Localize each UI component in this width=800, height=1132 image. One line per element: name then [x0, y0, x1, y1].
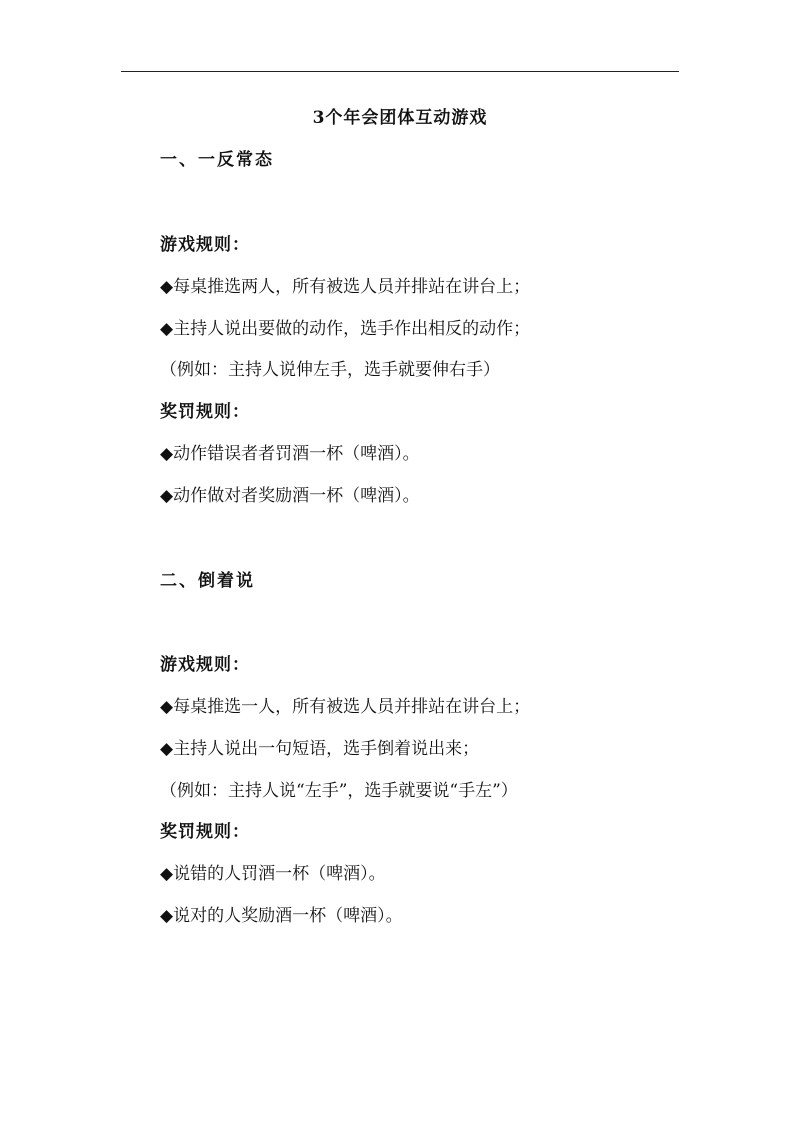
example-text: （例如：主持人说“左手”，选手就要说“手左”）: [160, 781, 518, 801]
rule-item: ◆每桌推选一人，所有被选人员并排站在讲台上；: [160, 697, 531, 717]
rule-item: ◆主持人说出要做的动作，选手作出相反的动作；: [160, 319, 531, 339]
rules-label: 游戏规则：: [160, 235, 250, 255]
example-text: （例如：主持人说伸左手，选手就要伸右手）: [160, 360, 500, 380]
reward-item: ◆动作错误者者罚酒一杯（啤酒）。: [160, 444, 420, 464]
reward-label: 奖罚规则：: [160, 402, 250, 422]
reward-item: ◆说对的人奖励酒一杯（啤酒）。: [160, 906, 403, 926]
reward-label: 奖罚规则：: [160, 822, 250, 842]
rule-item: ◆主持人说出一句短语，选手倒着说出来；: [160, 739, 480, 759]
section-heading: 二、倒着说: [160, 571, 255, 591]
reward-item: ◆动作做对者奖励酒一杯（啤酒）。: [160, 486, 420, 506]
header-rule: [121, 71, 679, 72]
document-title: 3个年会团体互动游戏: [312, 108, 488, 128]
rules-label: 游戏规则：: [160, 655, 250, 675]
section-heading: 一、一反常态: [160, 150, 274, 170]
reward-item: ◆说错的人罚酒一杯（啤酒）。: [160, 864, 386, 884]
rule-item: ◆每桌推选两人，所有被选人员并排站在讲台上；: [160, 277, 531, 297]
